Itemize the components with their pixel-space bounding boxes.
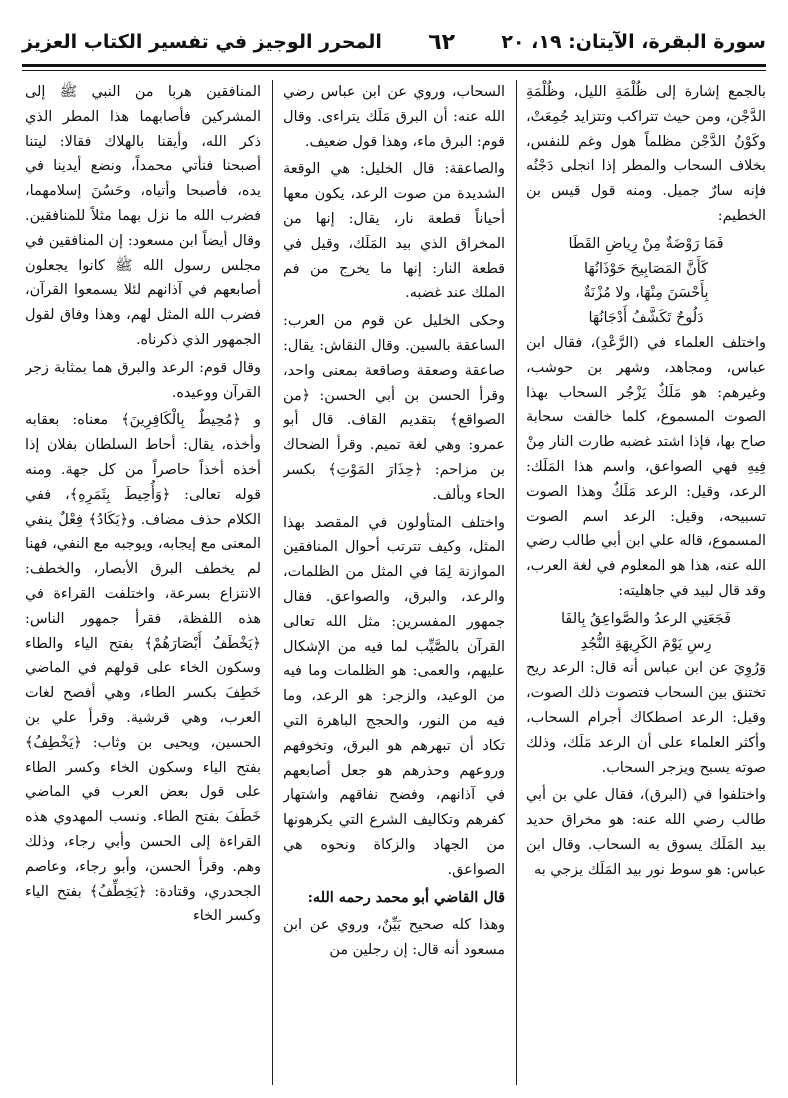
poem-line: فَمَا رَوْضَةٌ مِنْ رِياضِ القَطَا: [568, 235, 724, 252]
text-column-right: [526, 80, 766, 1085]
author-heading: قال القاضي أبو محمد رحمه الله:: [307, 888, 505, 906]
paragraph: المنافقين هربا من النبي ﷺ إلى المشركين فأصابهما هذا المطر الذي ذكر الله، وأيقنا بالهلاك فقالا: ليتنا أصبحنا فنأتي محمداً، ونضع أيدينا في يده، فأصبحا وأتياه، وحَسُنَ إسلامهما، فضرب الله ما نزل بهما مثلاً للمنافقين. وقال أيضاً ابن مسعود: إن المنافقين في مجلس رسول الله ﷺ كانوا يجعلون أصابعهم في آذانهم لئلا يسمعوا القرآن، فضرب الله المثل لهم، وهذا وفاق لقول الجمهور الذي ذكرناه.: [25, 84, 261, 348]
paragraph: و ﴿مُحِيطٌ بِالْكَافِرِينَ﴾ معناه: بعقابه وأخذه، يقال: أحاط السلطان بفلان إذا أخذه أخذاً حاصراً من كل جهة. ومنه قوله تعالى: ﴿وَأُحِيطَ بِثَمَرِهِ﴾، ففي الكلام حذف مضاف. و﴿يَكَادُ﴾ فِعْلٌ ينفي المعنى مع إيجابه، ويوجبه مع النفي، فهنا لم يخطف البرق الأبصار، والخطف: الانتزاع بسرعة، واختلفت القراءة في هذه اللفظة، فقرأ جمهور الناس: ﴿يَخْطَفُ أَبْصَارَهُمْ﴾ بفتح الياء والطاء وسكون الخاء على قولهم في الماضي خَطِفَ بكسر الطاء، وهي أفصح لغات العرب، وهي قرشية. وقرأ علي بن الحسين، ويحيى بن وثاب: ﴿يَخْطِفُ﴾ بفتح الياء وسكون الخاء وكسر الطاء على قول بعض العرب في الماضي خَطَفَ بفتح الطاء. ونسب المهدوي هذه القراءة إلى الحسن وأبي رجاء، وذلك وهم. وقرأ الحسن، وأبو رجاء، وعاصم الجحدري، وقتادة: ﴿يَخِطِّفُ﴾ بفتح الياء وكسر الخاء: [25, 412, 261, 925]
paragraph: واختلف المتأولون في المقصد بهذا المثل، وكيف تترتب أحوال المنافقين الموازنة لِمَا في المثل من الظلمات، والرعد، والبرق، والصواعق. فقال جمهور المفسرين: مثل الله تعالى القرآن بالصَّيِّب لما فيه من الإشكال عليهم، والعمى: هو الظلمات وما فيه من الوعيد، والزجر: هو الرعد، وما فيه من النور، والحجج الباهرة التي تكاد أن تبهرهم هو البرق، وتخوفهم وروعهم وحذرهم هو جعل أصابعهم في آذانهم، وفضح نفاقهم واشتهار كفرهم وتكاليف الشرع التي يكرهونها من الجهاد والزكاة ونحوه هي الصواعق.: [283, 514, 505, 878]
page-number: ٦٢: [428, 29, 456, 55]
surah-reference: سورة البقرة، الآيتان: ١٩، ٢٠: [501, 31, 766, 53]
poem-line: فَجَعَنِي الرعدُ والصَّواعِقُ بِالفَا: [561, 610, 731, 627]
poem-line: بِأَحْسَنَ مِنْهَا، ولا مُزْنَةٌ: [583, 285, 709, 302]
paragraph: واختلفوا في (البرق)، فقال علي بن أبي طالب رضي الله عنه: هو مخراق حديد بيد المَلَك يسوق به السحاب. وقال ابن عباس: هو سوط نور بيد المَلَك يزجي به: [526, 787, 766, 878]
text-column-left: [25, 80, 261, 1085]
column-divider: [272, 80, 273, 1085]
poem-line: دَلُوحٌ تَكَشَّفُ أَدْجَانُهَا: [588, 310, 704, 327]
header-rule-thin: [22, 70, 766, 71]
paragraph: بالجمع إشارة إلى ظُلْمَةِ الليل، وظُلْمَةِ الدَّجْن، ومن حيث تتراكب وتتزايد جُمِعَتْ، وكَوْنُ الدَّجْن مظلماً هول وغم للنفس، بخلاف السحاب والمطر إذا انجلى دَجْنُه فإنه سارٌ جميل. ومنه قول قيس بن الخطيم:: [526, 84, 766, 224]
paragraph: وهذا كله صحيح بَيِّنٌ، وروي عن ابن مسعود أنه قال: إن رجلين من: [283, 917, 505, 959]
page-header: [22, 18, 766, 66]
paragraph: وقال قوم: الرعد والبرق هما بمثابة زجر القرآن ووعيده.: [25, 359, 261, 401]
paragraph: السحاب، وروي عن ابن عباس رضي الله عنه: أن البرق مَلَك يتراءى. وقال قوم: البرق ماء، وهذا قول ضعيف.: [283, 84, 505, 150]
paragraph: والصاعقة: قال الخليل: هي الوقعة الشديدة من صوت الرعد، يكون معها أحياناً قطعة نار، يقال: إنها من المخراق الذي بيد المَلَك، وقيل في قطعة النار: إنها ما يخرج من فم الملك عند غضبه.: [283, 161, 505, 302]
paragraph: واختلف العلماء في (الرَّعْدِ)، فقال ابن عباس، ومجاهد، وشهر بن حوشب، وغيرهم: هو مَلَكٌ يَزْجُر السحاب بهذا الصوت المسموع، كلما خالفت سحابة صاح بها، فإذا اشتد غضبه طارت النار مِنْ فِيهِ فهي الصواعق، واسم هذا المَلَك: الرعد، وقيل: الرعد مَلَكٌ وهذا الصوت تسبيحه، وقيل: الرعد اسم الصوت المسموع، قاله علي ابن أبي طالب رضي الله عنه، هذا هو المعلوم في لغة العرب، وقد قال لبيد في جاهليته:: [526, 334, 766, 599]
text-column-middle: [283, 80, 505, 1085]
poem-line: كَأَنَّ المَصَابِيحَ حَوْذَانُهَا: [584, 260, 708, 277]
header-rule-thick: [22, 64, 766, 67]
paragraph: وحكى الخليل عن قوم من العرب: الساعقة بالسين. وقال النقاش: يقال: صاعقة وصعقة وصاقعة بمعنى واحد، وقرأ الحسن بن أبي الحسن: ﴿من الصواقع﴾ بتقديم القاف. قال أبو عمرو: وهي لغة تميم. وقرأ الضحاك بن مزاحم: ﴿حِذَارَ المَوْتِ﴾ بكسر الحاء وبألف.: [283, 313, 505, 503]
poem-line: رِسِ يَوْمَ الكَرِيهَةِ النُّجُدِ: [580, 635, 712, 652]
book-title: المحرر الوجيز في تفسير الكتاب العزيز: [22, 31, 382, 53]
paragraph: وَرُوِيَ عن ابن عباس أنه قال: الرعد ريح تختنق بين السحاب فتصوت ذلك الصوت، وقيل: الرعد اصطكاك أجرام السحاب، وأكثر العلماء على أن الرعد مَلَك، وذلك صوته يسبح ويزجر السحاب.: [526, 660, 766, 776]
column-divider: [516, 80, 517, 1085]
